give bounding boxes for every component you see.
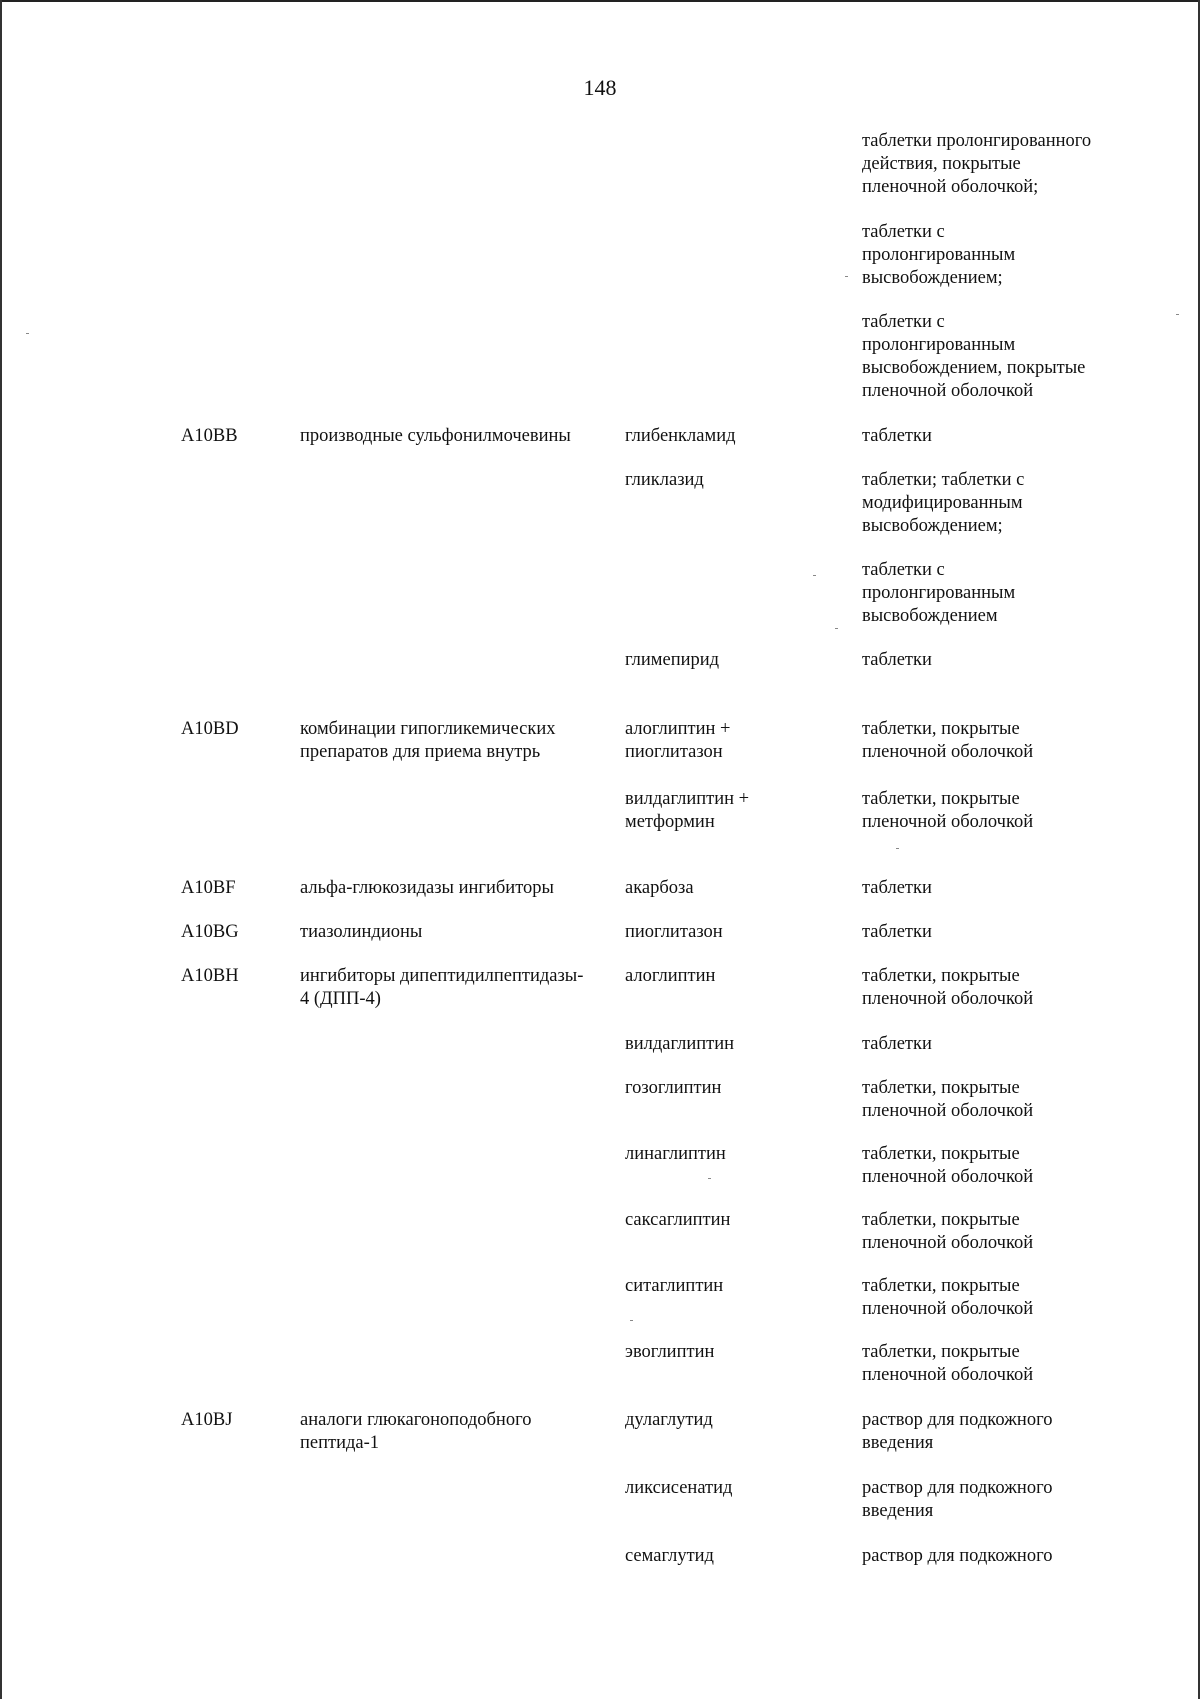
dosage-form-line: пролонгированным <box>862 583 1016 603</box>
dosage-form-line: введения <box>862 1433 934 1453</box>
scan-speck <box>708 1178 711 1179</box>
atc-code: A10BJ <box>181 1410 233 1430</box>
drug-name-line: вилдаглиптин <box>625 1034 735 1054</box>
group-name-line: пептида-1 <box>300 1433 380 1453</box>
dosage-form <box>862 921 1162 944</box>
atc-code: A10BG <box>181 922 239 942</box>
drug-name-line: метформин <box>625 812 715 832</box>
group-name-line: препаратов для приема внутрь <box>300 742 541 762</box>
scan-speck <box>896 848 899 849</box>
drug-name <box>625 425 845 448</box>
group-name-line: 4 (ДПП-4) <box>300 989 381 1009</box>
scan-speck <box>835 628 838 629</box>
group-name <box>300 718 620 764</box>
dosage-form-line: таблетки с <box>862 222 945 242</box>
group-name-line: ингибиторы дипептидилпептидазы- <box>300 966 584 986</box>
dosage-form <box>862 130 1162 199</box>
group-name-line: альфа-глюкозидазы ингибиторы <box>300 878 554 898</box>
dosage-form <box>862 718 1162 764</box>
dosage-form <box>862 425 1162 448</box>
drug-name-line: глибенкламид <box>625 426 736 446</box>
dosage-form-line: пленочной оболочкой <box>862 381 1034 401</box>
drug-name <box>625 965 845 988</box>
scan-speck <box>630 1320 633 1321</box>
dosage-form <box>862 1077 1162 1123</box>
drug-name-line: линаглиптин <box>625 1144 726 1164</box>
dosage-form <box>862 311 1162 403</box>
drug-name <box>625 1341 845 1364</box>
atc-code: A10BB <box>181 426 238 446</box>
dosage-form-line: таблетки <box>862 922 932 942</box>
dosage-form <box>862 1275 1162 1321</box>
drug-name <box>625 469 845 492</box>
drug-name <box>625 788 845 834</box>
drug-name <box>625 718 845 764</box>
dosage-form-line: пролонгированным <box>862 245 1016 265</box>
drug-name-line: гозоглиптин <box>625 1078 722 1098</box>
scan-speck <box>813 575 816 576</box>
dosage-form-line: высвобождением, покрытые <box>862 358 1086 378</box>
dosage-form-line: таблетки, покрытые <box>862 1276 1020 1296</box>
drug-name <box>625 1409 845 1432</box>
drug-name <box>625 1033 845 1056</box>
dosage-form <box>862 559 1162 628</box>
dosage-form-line: раствор для подкожного <box>862 1410 1053 1430</box>
dosage-form <box>862 221 1162 290</box>
atc-code: A10BF <box>181 878 236 898</box>
dosage-form-line: таблетки с <box>862 312 945 332</box>
scan-speck <box>26 333 29 334</box>
dosage-form-line: таблетки, покрытые <box>862 1078 1020 1098</box>
drug-name-line: пиоглитазон <box>625 742 723 762</box>
dosage-form-line: таблетки <box>862 1034 932 1054</box>
drug-name-line: алоглиптин <box>625 966 716 986</box>
drug-name-line: дулаглутид <box>625 1410 713 1430</box>
drug-name-line: ситаглиптин <box>625 1276 724 1296</box>
dosage-form <box>862 469 1162 538</box>
dosage-form <box>862 877 1162 900</box>
dosage-form-line: пленочной оболочкой <box>862 989 1034 1009</box>
dosage-form-line: пролонгированным <box>862 335 1016 355</box>
dosage-form-line: высвобождением <box>862 606 998 626</box>
drug-name-line: гликлазид <box>625 470 704 490</box>
group-name <box>300 425 620 448</box>
dosage-form-line: раствор для подкожного <box>862 1478 1053 1498</box>
scan-border-top <box>0 0 1200 2</box>
dosage-form-line: пленочной оболочкой <box>862 1101 1034 1121</box>
drug-name-line: глимепирид <box>625 650 720 670</box>
drug-name <box>625 649 845 672</box>
drug-name <box>625 1143 845 1166</box>
dosage-form-line: таблетки пролонгированного <box>862 131 1092 151</box>
drug-name-line: семаглутид <box>625 1546 714 1566</box>
dosage-form-line: высвобождением; <box>862 268 1003 288</box>
drug-name <box>625 877 845 900</box>
dosage-form-line: пленочной оболочкой <box>862 1365 1034 1385</box>
dosage-form <box>862 965 1162 1011</box>
drug-name-line: акарбоза <box>625 878 694 898</box>
scan-border-left <box>0 0 2 1699</box>
dosage-form <box>862 1409 1162 1455</box>
group-name <box>300 877 620 900</box>
dosage-form-line: таблетки, покрытые <box>862 966 1020 986</box>
drug-name <box>625 1209 845 1232</box>
group-name-line: производные сульфонилмочевины <box>300 426 571 446</box>
dosage-form-line: пленочной оболочкой <box>862 742 1034 762</box>
dosage-form-line: таблетки, покрытые <box>862 1144 1020 1164</box>
atc-code: A10BH <box>181 966 239 986</box>
dosage-form-line: таблетки, покрытые <box>862 1342 1020 1362</box>
drug-name-line: пиоглитазон <box>625 922 723 942</box>
dosage-form <box>862 1477 1162 1523</box>
group-name <box>300 965 620 1011</box>
drug-name <box>625 1545 845 1568</box>
dosage-form-line: таблетки <box>862 650 932 670</box>
group-name-line: комбинации гипогликемических <box>300 719 556 739</box>
drug-name-line: алоглиптин + <box>625 719 731 739</box>
dosage-form-line: таблетки <box>862 426 932 446</box>
dosage-form <box>862 1143 1162 1189</box>
drug-name <box>625 1477 845 1500</box>
drug-name <box>625 921 845 944</box>
dosage-form-line: пленочной оболочкой <box>862 1233 1034 1253</box>
dosage-form-line: высвобождением; <box>862 516 1003 536</box>
atc-code: A10BD <box>181 719 239 739</box>
dosage-form-line: таблетки, покрытые <box>862 789 1020 809</box>
page-number: 148 <box>583 75 617 100</box>
dosage-form-line: действия, покрытые <box>862 154 1021 174</box>
dosage-form-line: таблетки с <box>862 560 945 580</box>
dosage-form-line: пленочной оболочкой; <box>862 177 1039 197</box>
dosage-form <box>862 1545 1162 1568</box>
drug-name-line: эвоглиптин <box>625 1342 715 1362</box>
drug-name-line: саксаглиптин <box>625 1210 731 1230</box>
group-name-line: тиазолиндионы <box>300 922 423 942</box>
dosage-form-line: таблетки, покрытые <box>862 1210 1020 1230</box>
dosage-form-line: модифицированным <box>862 493 1023 513</box>
dosage-form <box>862 788 1162 834</box>
dosage-form-line: пленочной оболочкой <box>862 812 1034 832</box>
dosage-form-line: пленочной оболочкой <box>862 1167 1034 1187</box>
dosage-form-line: таблетки; таблетки с <box>862 470 1025 490</box>
scan-speck <box>1176 314 1179 315</box>
dosage-form-line: пленочной оболочкой <box>862 1299 1034 1319</box>
dosage-form-line: введения <box>862 1501 934 1521</box>
scan-speck <box>845 276 848 277</box>
drug-name <box>625 1077 845 1100</box>
group-name <box>300 1409 620 1455</box>
dosage-form-line: таблетки <box>862 878 932 898</box>
drug-name <box>625 1275 845 1298</box>
dosage-form <box>862 649 1162 672</box>
group-name-line: аналоги глюкагоноподобного <box>300 1410 532 1430</box>
group-name <box>300 921 620 944</box>
drug-name-line: вилдаглиптин + <box>625 789 750 809</box>
dosage-form <box>862 1341 1162 1387</box>
dosage-form-line: таблетки, покрытые <box>862 719 1020 739</box>
drug-name-line: ликсисенатид <box>625 1478 733 1498</box>
dosage-form <box>862 1033 1162 1056</box>
dosage-form <box>862 1209 1162 1255</box>
dosage-form-line: раствор для подкожного <box>862 1546 1053 1566</box>
